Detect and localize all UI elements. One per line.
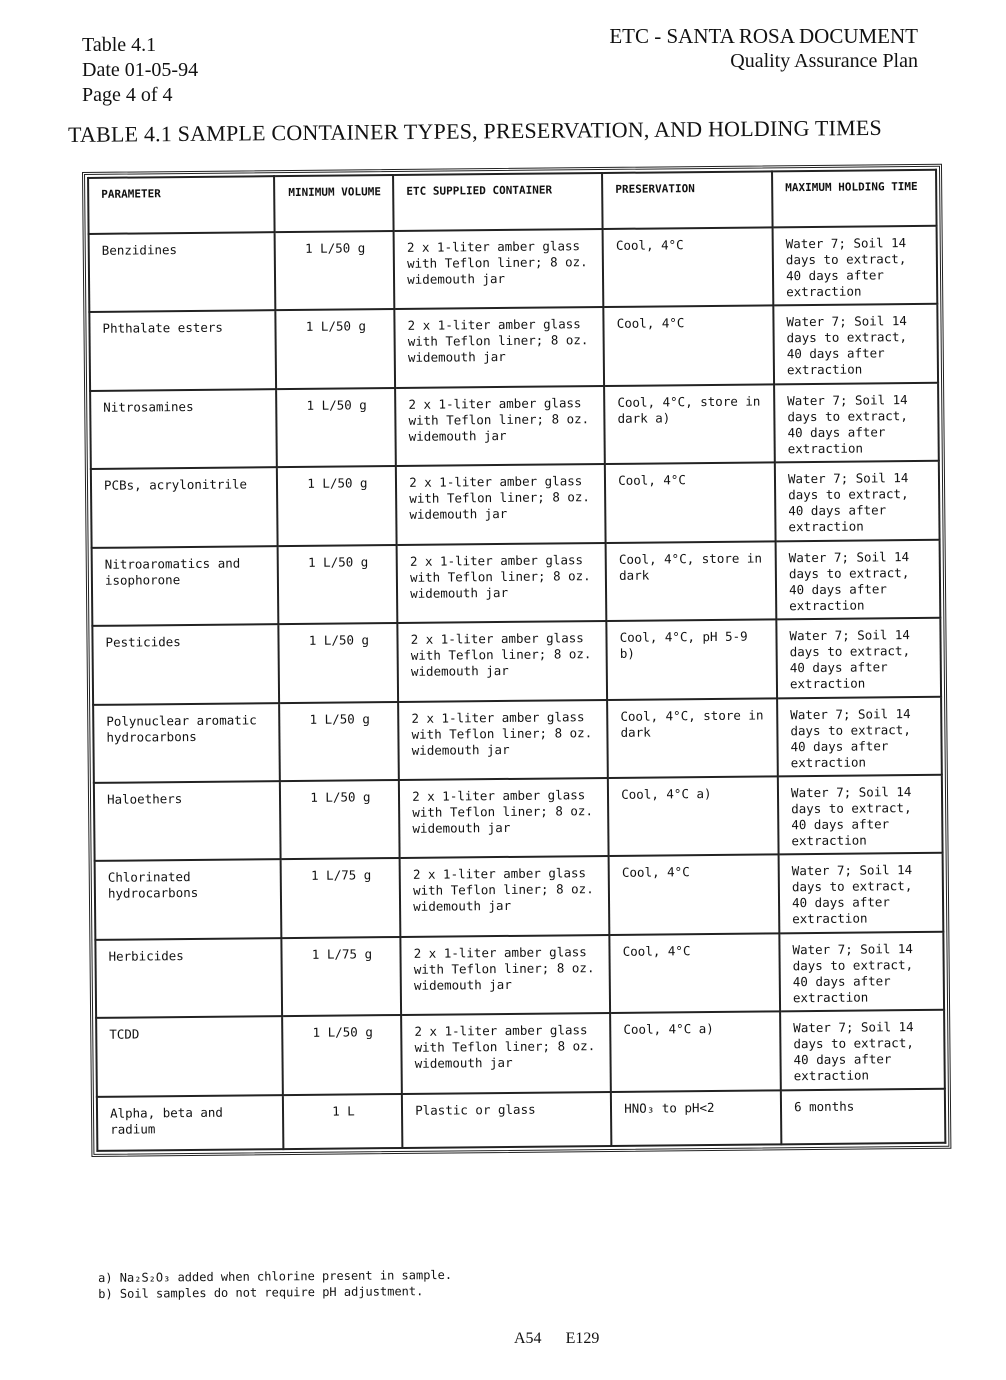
- cell-container: 2 x 1-liter amber glass with Teflon liner; 8 oz. widemouth jar: [399, 778, 609, 858]
- table-row: [92, 618, 941, 705]
- table-row: [94, 775, 943, 862]
- cell-holding-time: Water 7; Soil 14 days to extract, 40 days after extraction: [780, 1010, 945, 1090]
- cell-preservation: Cool, 4°C a): [610, 1012, 781, 1092]
- cell-container: 2 x 1-liter amber glass with Teflon liner; 8 oz. widemouth jar: [394, 307, 604, 387]
- cell-holding-time: Water 7; Soil 14 days to extract, 40 days after extraction: [774, 383, 939, 463]
- cell-container: Plastic or glass: [402, 1092, 612, 1148]
- document-header-right: [609, 24, 918, 74]
- cell-container: 2 x 1-liter amber glass with Teflon liner; 8 oz. widemouth jar: [400, 856, 610, 936]
- cell-minimum-volume: 1 L/75 g: [280, 858, 400, 938]
- column-header-parameter: PARAMETER: [88, 176, 274, 234]
- cell-minimum-volume: 1 L: [283, 1094, 403, 1150]
- table-row: [91, 461, 940, 548]
- cell-holding-time: Water 7; Soil 14 days to extract, 40 days after extraction: [778, 775, 943, 855]
- table-row: [95, 853, 944, 940]
- cell-holding-time: Water 7; Soil 14 days to extract, 40 days after extraction: [779, 853, 944, 933]
- table-body: [89, 226, 946, 1151]
- column-header-container: ETC SUPPLIED CONTAINER: [393, 173, 603, 231]
- document-header-left: [82, 33, 198, 108]
- table-row: [92, 539, 941, 626]
- table-row: [96, 1010, 945, 1097]
- document-subtitle: Quality Assurance Plan: [730, 50, 918, 72]
- cell-container: 2 x 1-liter amber glass with Teflon liner; 8 oz. widemouth jar: [401, 1013, 611, 1093]
- sample-container-table: [87, 169, 946, 1152]
- cell-preservation: Cool, 4°C a): [608, 776, 779, 856]
- table-row: [93, 696, 942, 783]
- table-row: [89, 304, 938, 391]
- footnote-a: a) Na₂S₂O₃ added when chlorine present in sample.: [98, 1267, 453, 1285]
- cell-minimum-volume: 1 L/50 g: [278, 623, 398, 703]
- page-codes: [514, 1330, 623, 1348]
- document-org: ETC - SANTA ROSA DOCUMENT: [609, 24, 918, 48]
- cell-preservation: Cool, 4°C: [605, 463, 776, 543]
- cell-preservation: Cool, 4°C: [609, 855, 780, 935]
- cell-holding-time: Water 7; Soil 14 days to extract, 40 days after extraction: [779, 932, 944, 1012]
- cell-container: 2 x 1-liter amber glass with Teflon liner; 8 oz. widemouth jar: [398, 700, 608, 780]
- cell-minimum-volume: 1 L/50 g: [275, 309, 395, 389]
- cell-parameter: Herbicides: [95, 938, 281, 1018]
- column-header-preservation: PRESERVATION: [602, 171, 772, 229]
- cell-parameter: Haloethers: [94, 781, 280, 861]
- cell-preservation: Cool, 4°C, pH 5-9 b): [607, 619, 778, 699]
- page-code-e: E129: [565, 1330, 600, 1347]
- footnote-b: b) Soil samples do not require pH adjustment.: [98, 1284, 424, 1301]
- cell-holding-time: Water 7; Soil 14 days to extract, 40 days after extraction: [775, 461, 940, 541]
- cell-minimum-volume: 1 L/50 g: [277, 545, 397, 625]
- cell-minimum-volume: 1 L/50 g: [277, 466, 397, 546]
- cell-parameter: Pesticides: [92, 624, 278, 704]
- cell-minimum-volume: 1 L/50 g: [276, 388, 396, 468]
- cell-parameter: Chlorinated hydrocarbons: [95, 860, 281, 940]
- cell-holding-time: Water 7; Soil 14 days to extract, 40 days after extraction: [777, 696, 942, 776]
- table-header-row: [88, 170, 936, 234]
- cell-holding-time: Water 7; Soil 14 days to extract, 40 days after extraction: [776, 618, 941, 698]
- cell-minimum-volume: 1 L/50 g: [280, 780, 400, 860]
- cell-preservation: Cool, 4°C, store in dark: [607, 698, 778, 778]
- cell-minimum-volume: 1 L/50 g: [282, 1015, 402, 1095]
- cell-parameter: PCBs, acrylonitrile: [91, 467, 277, 547]
- cell-parameter: Nitroaromatics and isophorone: [92, 546, 278, 626]
- table-number: Table 4.1: [82, 34, 157, 56]
- cell-holding-time: Water 7; Soil 14 days to extract, 40 days after extraction: [773, 226, 938, 306]
- cell-minimum-volume: 1 L/50 g: [279, 702, 399, 782]
- footnotes: [98, 1267, 452, 1302]
- cell-parameter: Nitrosamines: [90, 389, 276, 469]
- cell-parameter: Polynuclear aromatic hydrocarbons: [93, 703, 279, 783]
- cell-preservation: HNO₃ to pH<2: [611, 1090, 781, 1146]
- cell-holding-time: Water 7; Soil 14 days to extract, 40 days after extraction: [773, 304, 938, 384]
- page-number: Page 4 of 4: [82, 84, 173, 106]
- table-row: [89, 226, 938, 313]
- column-header-minimum-volume: MINIMUM VOLUME: [274, 175, 394, 232]
- cell-minimum-volume: 1 L/50 g: [274, 231, 394, 311]
- cell-parameter: Benzidines: [89, 232, 275, 312]
- document-date: Date 01-05-94: [82, 59, 199, 81]
- cell-container: 2 x 1-liter amber glass with Teflon liner; 8 oz. widemouth jar: [395, 386, 605, 466]
- data-table-frame: [82, 164, 951, 1157]
- page-code-a: A54: [514, 1330, 542, 1347]
- cell-parameter: TCDD: [96, 1016, 282, 1096]
- cell-holding-time: 6 months: [781, 1088, 945, 1144]
- column-header-holding-time: MAXIMUM HOLDING TIME: [772, 170, 937, 228]
- cell-parameter: Phthalate esters: [89, 311, 275, 391]
- cell-preservation: Cool, 4°C: [603, 227, 774, 307]
- cell-preservation: Cool, 4°C, store in dark: [606, 541, 777, 621]
- table-row: [97, 1088, 945, 1150]
- table-title: TABLE 4.1 SAMPLE CONTAINER TYPES, PRESERVATION, AND HOLDING TIMES: [68, 114, 883, 147]
- cell-container: 2 x 1-liter amber glass with Teflon liner; 8 oz. widemouth jar: [401, 935, 611, 1015]
- cell-container: 2 x 1-liter amber glass with Teflon liner; 8 oz. widemouth jar: [398, 621, 608, 701]
- table-row: [90, 383, 939, 470]
- cell-preservation: Cool, 4°C, store in dark a): [604, 384, 775, 464]
- table-row: [95, 932, 944, 1019]
- cell-parameter: Alpha, beta and radium: [97, 1095, 283, 1151]
- cell-preservation: Cool, 4°C: [604, 306, 775, 386]
- cell-holding-time: Water 7; Soil 14 days to extract, 40 days after extraction: [776, 539, 941, 619]
- cell-container: 2 x 1-liter amber glass with Teflon liner; 8 oz. widemouth jar: [397, 543, 607, 623]
- cell-container: 2 x 1-liter amber glass with Teflon liner; 8 oz. widemouth jar: [396, 464, 606, 544]
- cell-preservation: Cool, 4°C: [610, 933, 781, 1013]
- cell-minimum-volume: 1 L/75 g: [281, 937, 401, 1017]
- cell-container: 2 x 1-liter amber glass with Teflon liner; 8 oz. widemouth jar: [394, 229, 604, 309]
